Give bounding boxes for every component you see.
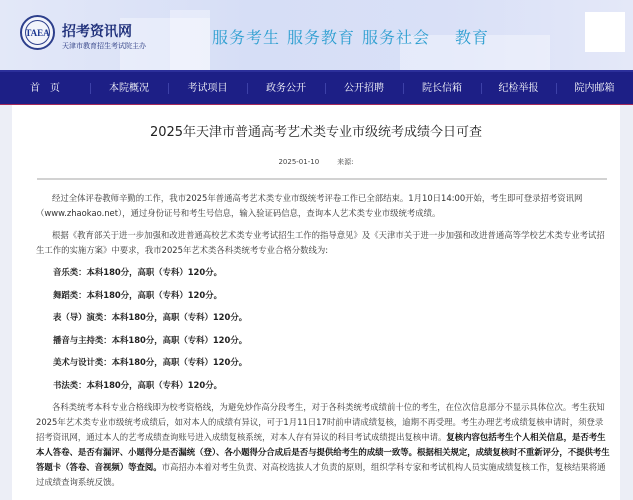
article-title: 2025年天津市普通高考艺术类专业市级统考成绩今日可查: [149, 125, 483, 140]
review-closing: 市高招办本着对考生负责、对高校选拔人才负责的原则，组织学科专家和考试机构人员实施成绩复核工作，复核结果将通过成绩查询系统反馈。: [36, 462, 606, 487]
score-line-calligraphy: 书法类：本科180分，高职（专科）120分。: [53, 379, 222, 390]
article-source-label: 来源:: [337, 158, 354, 166]
header-banner: [0, 0, 633, 70]
nav-item-public-affairs[interactable]: 政务公开: [247, 71, 325, 106]
background-building: [170, 10, 210, 70]
title-divider: [37, 178, 607, 180]
site-subtitle: 天津市教育招生考试院主办: [62, 42, 146, 50]
nav-item-internal-mail[interactable]: 院内邮箱: [556, 71, 633, 106]
nav-item-about[interactable]: 本院概况: [90, 71, 168, 106]
article-container: [12, 105, 620, 500]
review-text: 各科类统考本科专业合格线即为校考资格线，为避免炒作高分段考生，对于各科类统考成绩前十位的考生，在位次信息部分不显示具体位次。考生获知2025年艺术类专业市级统考成绩后，如对本人的成绩有异议，可于1月11日17时前申请成绩复核，逾期不再受理。考生办理艺考成绩复核申请时，须登录招考资讯网，通过本人的艺考成绩查询账号进入成绩复核系统，对本人存有异议的科目考试成绩提出复核申请。: [36, 402, 605, 442]
paragraph-review: [36, 400, 610, 490]
article-meta: [12, 157, 620, 167]
slogan-4: 教育: [455, 28, 490, 47]
article-body: [36, 191, 610, 497]
nav-item-exams[interactable]: 考试项目: [168, 71, 247, 106]
score-line-performance: 表（导）演类：本科180分，高职（专科）120分。: [53, 312, 248, 322]
slogan-1: 服务考生: [212, 28, 281, 47]
nav-item-discipline-report[interactable]: 纪检举报: [481, 71, 556, 106]
main-nav: [0, 70, 633, 105]
score-line-art-design: 美术与设计类：本科180分，高职（专科）120分。: [53, 357, 248, 367]
nav-item-home[interactable]: 首 页: [30, 82, 60, 94]
paragraph-intro: 经过全体评卷教师辛勤的工作，我市2025年普通高考艺术类专业市级统考评卷工作已全部结束。1月10日14:00开始，考生即可登录招考资讯网（www.zhaokao.net），通过身份证号和考生号信息，输入验证码信息，查询本人艺术类专业市级统考成绩。: [36, 193, 583, 218]
logo-text: TAEA: [25, 20, 50, 45]
paragraph-basis: 根据《教育部关于进一步加强和改进普通高校艺术类专业考试招生工作的指导意见》及《天津市关于进一步加强和改进普通高等学校艺术类专业考试招生工作的实施方案》中要求，我市2025年艺术类各科类统考专业合格分数线为:: [36, 230, 605, 255]
slogan-2: 服务教育: [287, 28, 356, 47]
corner-placeholder: [585, 12, 625, 52]
review-scope-bold: 复核内容包括考生个人相关信息，是否考生本人答卷、是否有漏评、小题得分是否漏统（登）、各小题得分合成后是否与提供给考生的成绩一致等。根据相关规定，成绩复核时不重新评分，不提供考生答题卡（答卷、音视频）等查阅。: [36, 432, 610, 472]
nav-item-recruitment[interactable]: 公开招聘: [325, 71, 403, 106]
logo-emblem-icon[interactable]: [20, 15, 55, 50]
nav-item-director-mailbox[interactable]: 院长信箱: [403, 71, 481, 106]
score-line-broadcasting: 播音与主持类：本科180分，高职（专科）120分。: [53, 334, 248, 345]
site-name[interactable]: 招考资讯网: [62, 24, 132, 40]
slogan-3: 服务社会: [362, 28, 431, 47]
score-line-music: 音乐类：本科180分，高职（专科）120分。: [53, 267, 222, 277]
article-date: 2025-01-10: [278, 158, 320, 166]
score-line-dance: 舞蹈类：本科180分，高职（专科）120分。: [53, 289, 222, 300]
